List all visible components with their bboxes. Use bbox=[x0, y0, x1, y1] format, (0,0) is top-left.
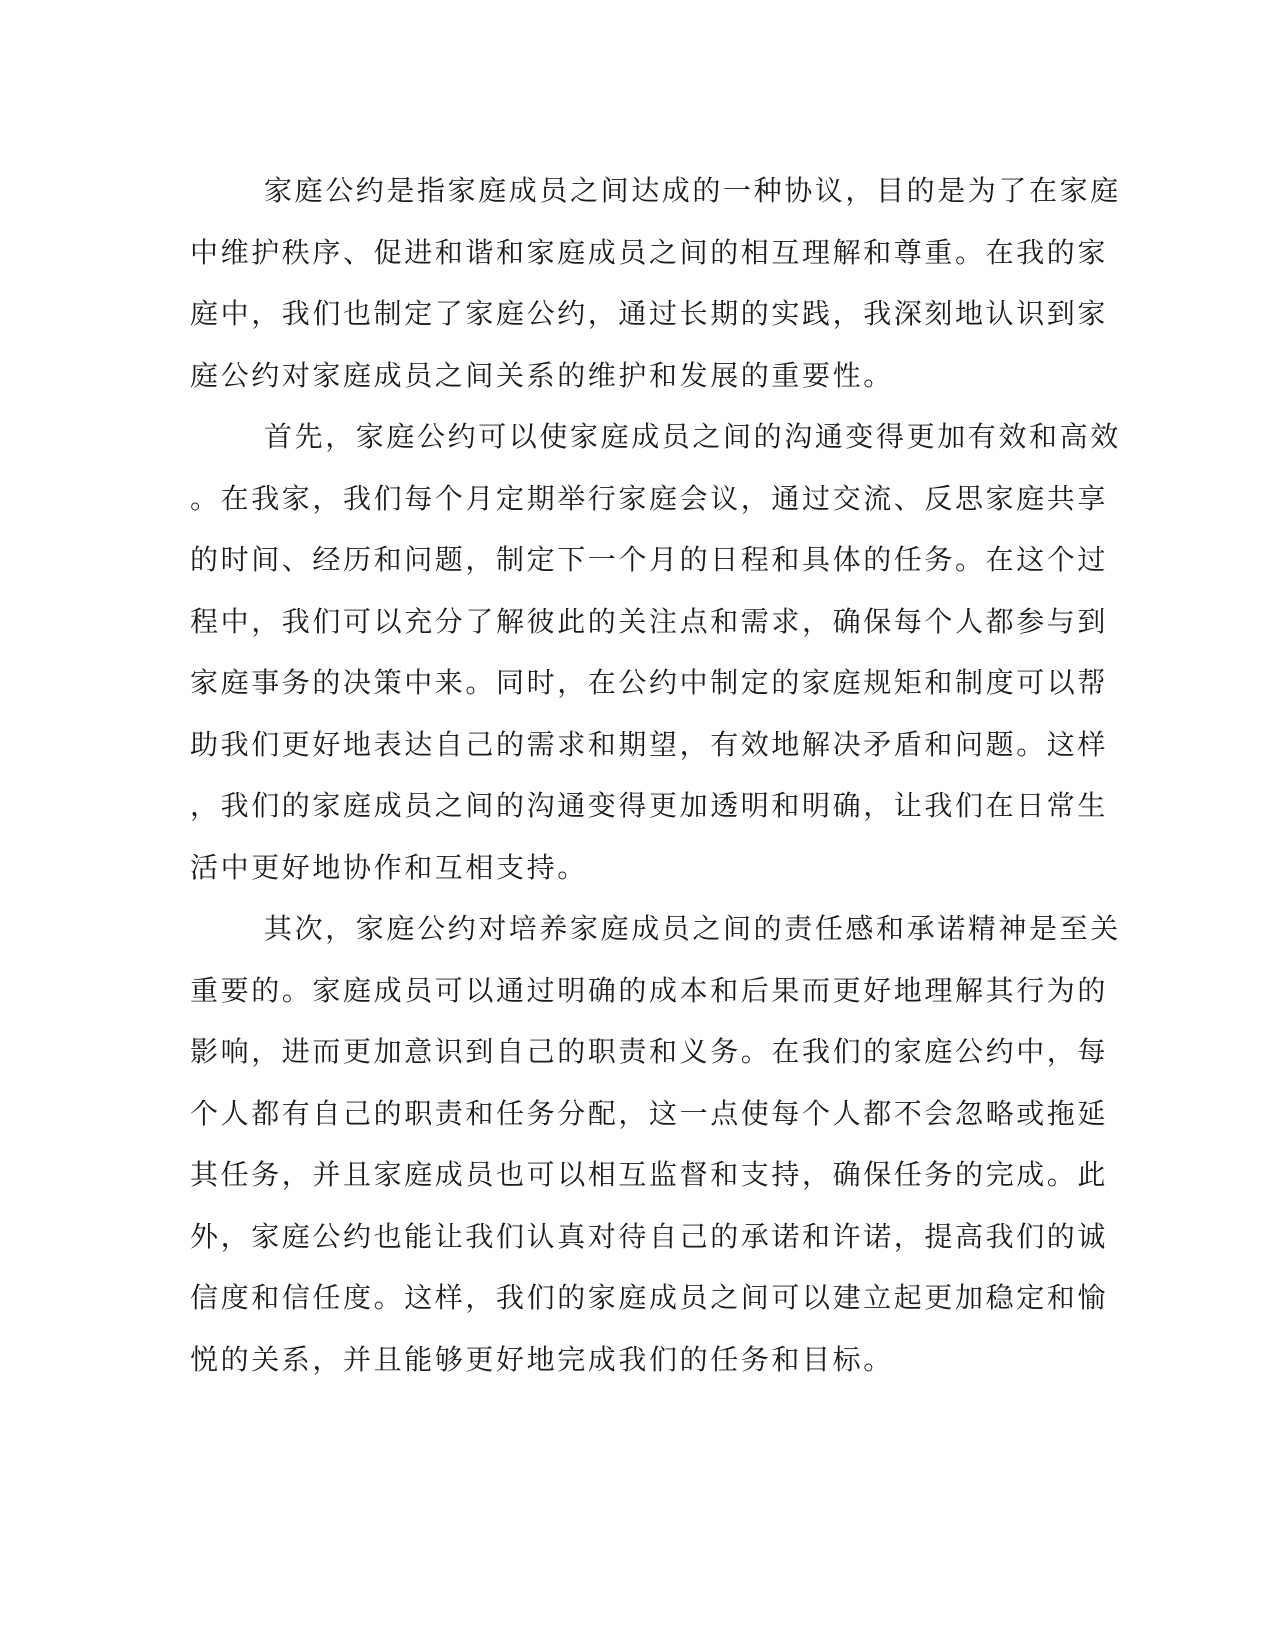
paragraph-line: 首先，家庭公约可以使家庭成员之间的沟通变得更加有效和高效 bbox=[264, 420, 1121, 453]
paragraph-line: 其任务，并且家庭成员也可以相互监督和支持，确保任务的完成。此 bbox=[190, 1158, 1109, 1191]
paragraph-3 bbox=[190, 898, 1121, 1390]
paragraph-line: 信度和信任度。这样，我们的家庭成员之间可以建立起更加稳定和愉 bbox=[190, 1281, 1109, 1314]
paragraph-line: 活中更好地协作和互相支持。 bbox=[190, 850, 588, 884]
paragraph-line: 家庭公约是指家庭成员之间达成的一种协议，目的是为了在家庭 bbox=[264, 174, 1121, 207]
paragraph-line: 。在我家，我们每个月定期举行家庭会议，通过交流、反思家庭共享 bbox=[190, 481, 1109, 515]
paragraph-line: 程中，我们可以充分了解彼此的关注点和需求，确保每个人都参与到 bbox=[190, 604, 1109, 638]
paragraph-line: 影响，进而更加意识到自己的职责和义务。在我们的家庭公约中，每 bbox=[190, 1035, 1109, 1068]
paragraph-line: 中维护秩序、促进和谐和家庭成员之间的相互理解和尊重。在我的家 bbox=[190, 235, 1109, 269]
paragraph-line: 个人都有自己的职责和任务分配，这一点使每个人都不会忽略或拖延 bbox=[190, 1096, 1109, 1130]
paragraph-2 bbox=[190, 406, 1121, 898]
document-body bbox=[190, 160, 1121, 1390]
paragraph-line: 外，家庭公约也能让我们认真对待自己的承诺和许诺，提高我们的诚 bbox=[190, 1219, 1109, 1253]
paragraph-line: 助我们更好地表达自己的需求和期望，有效地解决矛盾和问题。这样 bbox=[190, 727, 1109, 761]
paragraph-1 bbox=[190, 160, 1121, 406]
paragraph-line: 其次，家庭公约对培养家庭成员之间的责任感和承诺精神是至关 bbox=[264, 912, 1121, 945]
paragraph-line: 重要的。家庭成员可以通过明确的成本和后果而更好地理解其行为的 bbox=[190, 973, 1109, 1007]
paragraph-line: 家庭事务的决策中来。同时，在公约中制定的家庭规矩和制度可以帮 bbox=[190, 666, 1109, 699]
paragraph-line: 的时间、经历和问题，制定下一个月的日程和具体的任务。在这个过 bbox=[190, 543, 1109, 576]
paragraph-line: ，我们的家庭成员之间的沟通变得更加透明和明确，让我们在日常生 bbox=[190, 789, 1109, 822]
paragraph-line: 悦的关系，并且能够更好地完成我们的任务和目标。 bbox=[190, 1342, 894, 1376]
paragraph-line: 庭公约对家庭成员之间关系的维护和发展的重要性。 bbox=[190, 358, 894, 392]
paragraph-line: 庭中，我们也制定了家庭公约，通过长期的实践，我深刻地认识到家 bbox=[190, 297, 1109, 330]
